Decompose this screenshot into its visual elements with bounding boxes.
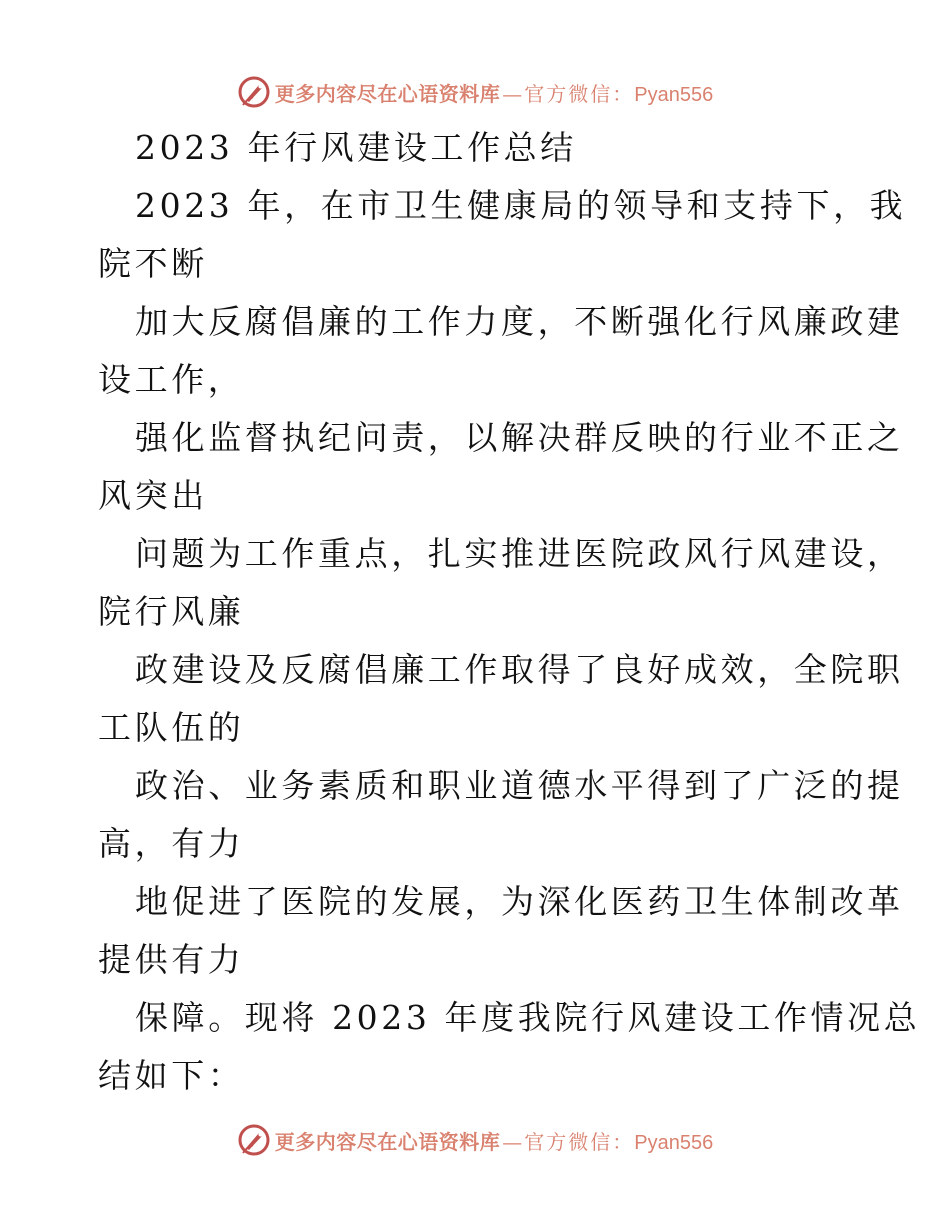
watermark-main-text: 更多内容尽在心语资料库 <box>274 1129 501 1154</box>
watermark-dash: — <box>502 1129 523 1154</box>
paragraph-line: 风突出 <box>98 476 208 515</box>
paragraph-line: 高，有力 <box>98 824 245 863</box>
pen-nib-logo-icon <box>237 75 271 109</box>
watermark-sub-text: 官方微信： <box>524 81 635 106</box>
watermark-wechat-id: Pyan556 <box>634 1131 714 1154</box>
watermark-sub-text: 官方微信： <box>524 1129 635 1154</box>
paragraph-line: 地促进了医院的发展，为深化医药卫生体制改革 <box>135 882 904 921</box>
watermark-wechat-id: Pyan556 <box>634 83 714 106</box>
paragraph-line: 2023 年，在市卫生健康局的领导和支持下，我 <box>135 186 907 225</box>
pen-nib-logo-icon <box>237 1123 271 1157</box>
watermark-main-text: 更多内容尽在心语资料库 <box>274 81 501 106</box>
document-title: 2023 年行风建设工作总结 <box>135 128 577 167</box>
paragraph-line: 设工作， <box>98 360 245 399</box>
paragraph-line: 政治、业务素质和职业道德水平得到了广泛的提 <box>135 766 904 805</box>
watermark-dash: — <box>502 81 523 106</box>
paragraph-line: 工队伍的 <box>98 708 245 747</box>
paragraph-line: 结如下： <box>98 1056 245 1095</box>
header-watermark <box>0 72 950 112</box>
paragraph-line: 问题为工作重点，扎实推进医院政风行风建设， <box>135 534 904 573</box>
paragraph-line: 强化监督执纪问责，以解决群反映的行业不正之 <box>135 418 904 457</box>
paragraph-line: 院行风廉 <box>98 592 245 631</box>
paragraph-line: 加大反腐倡廉的工作力度，不断强化行风廉政建 <box>135 302 904 341</box>
paragraph-line: 院不断 <box>98 244 208 283</box>
paragraph-line: 提供有力 <box>98 940 245 979</box>
paragraph-line: 保障。现将 2023 年度我院行风建设工作情况总 <box>135 998 921 1037</box>
footer-watermark <box>0 1120 950 1160</box>
paragraph-line: 政建设及反腐倡廉工作取得了良好成效，全院职 <box>135 650 904 689</box>
